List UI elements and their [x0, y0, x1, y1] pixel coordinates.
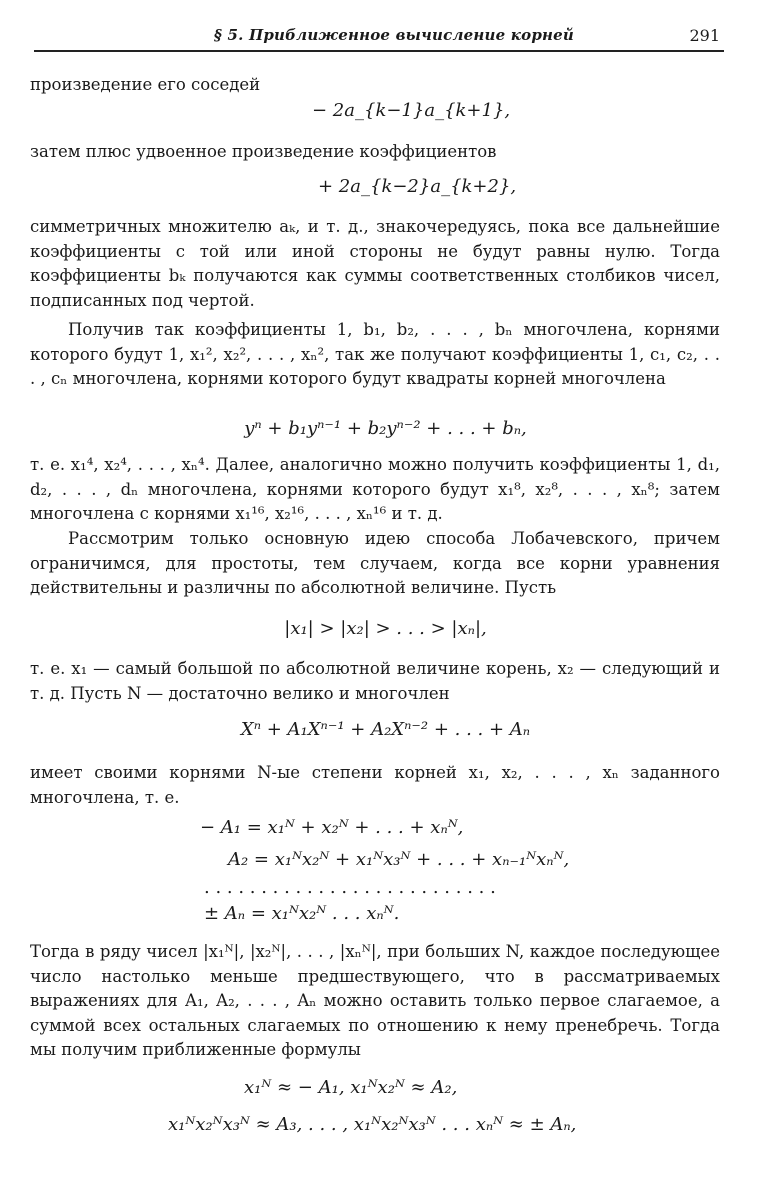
equation-system-line: A₂ = x₁ᴺx₂ᴺ + x₁ᴺx₃ᴺ + . . . + xₙ₋₁ᴺxₙᴺ, — [228, 849, 570, 870]
paragraph: т. е. x₁⁴, x₂⁴, . . . , xₙ⁴. Далее, аналогично можно получить коэффициенты 1, d₁, d₂, . . . , dₙ многочлена, корнями которого будут x₁⁸, x₂⁸, . . . , xₙ⁸; затем многочлена с корнями x₁¹⁶, x₂¹⁶, . . . , xₙ¹⁶ и т. д. — [30, 455, 720, 524]
equation: − 2a_{k−1}a_{k+1}, — [312, 100, 511, 121]
equation: |x₁| > |x₂| > . . . > |xₙ|, — [284, 618, 487, 639]
section-title: § 5. Приближенное вычисление корней — [214, 26, 575, 44]
paragraph: Получив так коэффициенты 1, b₁, b₂, . . . , bₙ многочлена, корнями которого будут 1, x₁², x₂², . . . , xₙ², так же получают коэффициенты 1, c₁, c₂, . . . , cₙ многочлена, корнями которого будут квадраты корней многочлена — [30, 320, 720, 389]
paragraph: симметричных множителю aₖ, и т. д., знакочередуясь, пока все дальнейшие коэффициенты с той или иной стороны не будут равны нулю. Тогда коэффициенты bₖ получаются как суммы соответственных столбиков чисел, подписанных под чертой. — [30, 217, 720, 310]
paragraph: произведение его соседей — [30, 75, 261, 94]
equation: Xⁿ + A₁Xⁿ⁻¹ + A₂Xⁿ⁻² + . . . + Aₙ — [240, 719, 531, 740]
equation-system-line: − A₁ = x₁ᴺ + x₂ᴺ + . . . + xₙᴺ, — [200, 817, 464, 838]
equation: yⁿ + b₁yⁿ⁻¹ + b₂yⁿ⁻² + . . . + bₙ, — [244, 418, 527, 439]
equation: x₁ᴺx₂ᴺx₃ᴺ ≈ A₃, . . . , x₁ᴺx₂ᴺx₃ᴺ . . . xₙᴺ ≈ ± Aₙ, — [168, 1114, 577, 1135]
running-header — [34, 24, 724, 52]
paragraph: Рассмотрим только основную идею способа Лобачевского, причем ограничимся, для простоты, тем случаем, когда все корни уравнения действительны и различны по абсолютной величине. Пусть — [30, 529, 720, 598]
page-number: 291 — [689, 26, 720, 45]
equation: + 2a_{k−2}a_{k+2}, — [318, 176, 517, 197]
paragraph: Тогда в ряду чисел |x₁ᴺ|, |x₂ᴺ|, . . . , |xₙᴺ|, при больших N, каждое последующее число настолько меньше предшествующего, что в рассматриваемых выражениях для A₁, A₂, . . . , Aₙ можно оставить только первое слагаемое, а суммой всех остальных слагаемых по отношению к нему пренебречь. Тогда мы получим приближенные формулы — [30, 942, 720, 1060]
equation-system-line: ± Aₙ = x₁ᴺx₂ᴺ . . . xₙᴺ. — [204, 903, 400, 924]
paragraph: т. е. x₁ — самый большой по абсолютной величине корень, x₂ — следующий и т. д. Пусть N — достаточно велико и многочлен — [30, 659, 720, 703]
equation: x₁ᴺ ≈ − A₁, x₁ᴺx₂ᴺ ≈ A₂, — [244, 1077, 458, 1098]
paragraph: имеет своими корнями N-ые степени корней x₁, x₂, . . . , xₙ заданного многочлена, т. е. — [30, 763, 720, 807]
equation-system-dots: . . . . . . . . . . . . . . . . . . . . . . . . . . — [204, 877, 496, 898]
paragraph: затем плюс удвоенное произведение коэффициентов — [30, 142, 497, 161]
